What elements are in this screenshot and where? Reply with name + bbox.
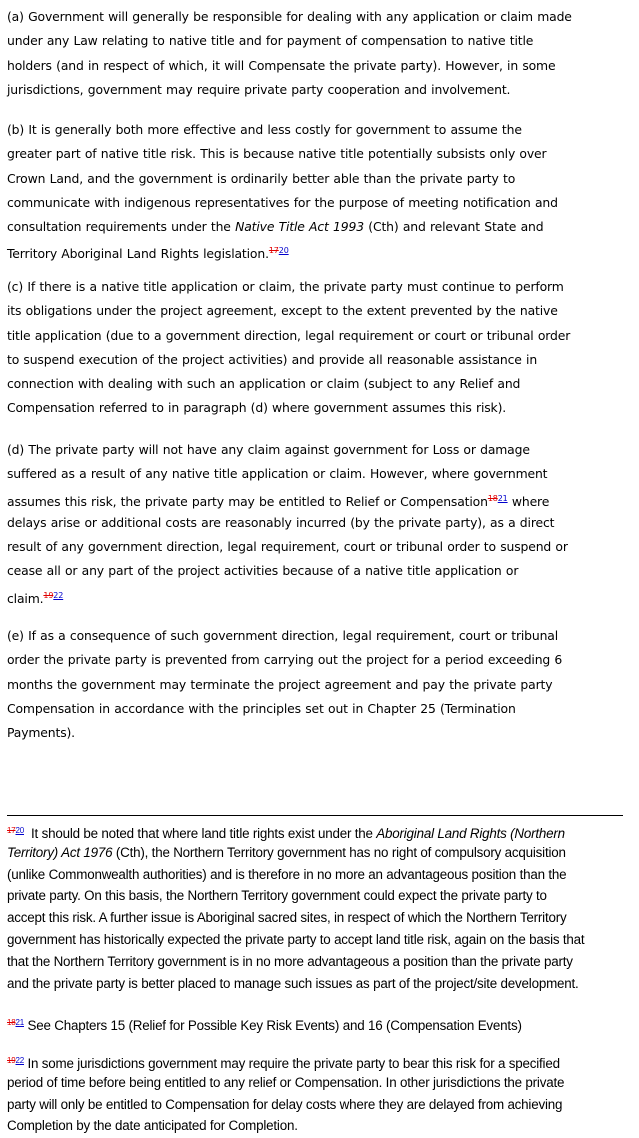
paragraph-line: Compensation in accordance with the principles set out in Chapter 25 (Termination [7, 700, 516, 716]
text: (Cth), the Northern Territory government has no right of compulsory acquisition [112, 844, 566, 860]
paragraph-line: title application (due to a government direction, legal requirement or court or tribunal order [7, 327, 571, 343]
paragraph-line: result of any government direction, legal requirement, court or tribunal order to suspend or [7, 539, 568, 555]
paragraph-line: (a) Government will generally be responsible for dealing with any application or claim made [7, 9, 572, 24]
text: assumes this risk, the private party may be entitled to Relief or Compensation [7, 493, 488, 509]
footnote-link-21[interactable]: 21 [497, 493, 508, 503]
footnote-line [7, 820, 584, 842]
paragraph-line: under any Law relating to native title and for payment of compensation to native title [7, 33, 534, 49]
footnote-line: Completion by the date anticipated for Completion. [7, 1118, 298, 1134]
paragraph-line: communicate with indigenous representatives for the purpose of meeting notification and [7, 194, 558, 210]
paragraph-c [7, 275, 570, 421]
deleted-footnote-ref: 19 [43, 590, 54, 600]
footnote-separator [7, 815, 623, 816]
footnote-22 [7, 1050, 564, 1137]
paragraph-line: suffered as a result of any native title application or claim. However, where government [7, 466, 548, 482]
text: claim. [7, 590, 44, 606]
deleted-footnote-number: 18 [7, 1018, 16, 1027]
footnote-line [7, 1012, 522, 1034]
footnote-number-20[interactable]: 20 [15, 826, 24, 835]
paragraph-line: Crown Land, and the government is ordinarily better able than the private party to [7, 170, 516, 186]
paragraph-line [7, 487, 568, 511]
footnote-20 [7, 820, 584, 994]
paragraph-line: greater part of native title risk. This is because native title potentially subsists only over [7, 146, 547, 162]
text: consultation requirements under the [7, 219, 236, 235]
footnote-link-22[interactable]: 22 [53, 590, 64, 600]
deleted-footnote-number: 17 [7, 826, 16, 835]
paragraph-line: (b) It is generally both more effective and less costly for government to assume the [7, 122, 522, 137]
act-title: Territory) Act 1976 [7, 844, 113, 860]
paragraph-line: cease all or any part of the project activities because of a native title application or [7, 563, 519, 579]
paragraph-line: Payments). [7, 725, 75, 741]
paragraph-line: its obligations under the project agreement, except to the extent prevented by the native [7, 303, 558, 319]
footnote-21 [7, 1012, 522, 1034]
paragraph-e [7, 624, 562, 745]
deleted-footnote-ref: 18 [487, 493, 498, 503]
text: It should be noted that where land title rights exist under the [24, 826, 377, 841]
footnote-link-20[interactable]: 20 [278, 246, 289, 256]
deleted-footnote-number: 19 [7, 1056, 16, 1065]
paragraph-line: holders (and in respect of which, it will Compensate the private party). However, in some [7, 57, 556, 73]
paragraph-line: connection with dealing with such an application or claim (subject to any Relief and [7, 376, 521, 392]
footnote-line: that the Northern Territory government is in no more advantageous a position than the private party [7, 953, 573, 969]
paragraph-line: (e) If as a consequence of such government direction, legal requirement, court or tribunal [7, 628, 559, 643]
paragraph-line: to suspend execution of the project activities) and provide all reasonable assistance in [7, 351, 538, 367]
paragraph-line [7, 239, 558, 263]
paragraph-a [7, 5, 572, 102]
footnote-line: private party. On this basis, the Northern Territory government could expect the private party to [7, 888, 547, 904]
paragraph-line: Compensation referred to in paragraph (d) where government assumes this risk). [7, 400, 507, 416]
footnote-line [7, 1050, 564, 1072]
deleted-footnote-ref: 17 [268, 246, 279, 256]
text: Territory Aboriginal Land Rights legislation. [7, 246, 269, 262]
footnote-line: period of time before being entitled to any relief or Compensation. In other jurisdictions the private [7, 1074, 565, 1090]
act-title: Native Title Act 1993 [235, 219, 364, 235]
paragraph-line: order the private party is prevented from carrying out the project for a period exceeding 6 [7, 652, 563, 668]
footnote-line: (unlike Commonwealth authorities) and is therefore in no more an advantageous position than the [7, 866, 567, 882]
footnote-line: and the private party is better placed to manage such issues as part of the project/site development. [7, 975, 579, 991]
paragraph-line: (c) If there is a native title application or claim, the private party must continue to perform [7, 279, 564, 294]
paragraph-line: (d) The private party will not have any claim against government for Loss or damage [7, 442, 530, 457]
act-title: Aboriginal Land Rights (Northern [376, 826, 565, 841]
paragraph-d [7, 438, 568, 608]
paragraph-b [7, 118, 558, 264]
footnote-number-22[interactable]: 22 [15, 1056, 24, 1065]
footnote-line: party will only be entitled to Compensation for delay costs where they are delayed from achieving [7, 1096, 563, 1112]
text: (Cth) and relevant State and [363, 219, 544, 235]
text: See Chapters 15 (Relief for Possible Key Risk Events) and 16 (Compensation Events) [24, 1018, 522, 1033]
paragraph-line [7, 215, 558, 239]
footnote-line [7, 842, 584, 864]
footnote-line: accept this risk. A further issue is Aboriginal sacred sites, in respect of which the Northern Territory [7, 910, 567, 926]
paragraph-line: jurisdictions, government may require private party cooperation and involvement. [7, 81, 511, 97]
paragraph-line: months the government may terminate the project agreement and pay the private party [7, 676, 553, 692]
footnote-line: government has historically expected the private party to accept land title risk, again on the basis that [7, 931, 585, 947]
text: where [507, 493, 550, 509]
paragraph-line: delays arise or additional costs are reasonably incurred (by the private party), as a direct [7, 514, 555, 530]
paragraph-line [7, 584, 568, 608]
text: In some jurisdictions government may require the private party to bear this risk for a specified [24, 1056, 560, 1071]
footnote-number-21[interactable]: 21 [15, 1018, 24, 1027]
